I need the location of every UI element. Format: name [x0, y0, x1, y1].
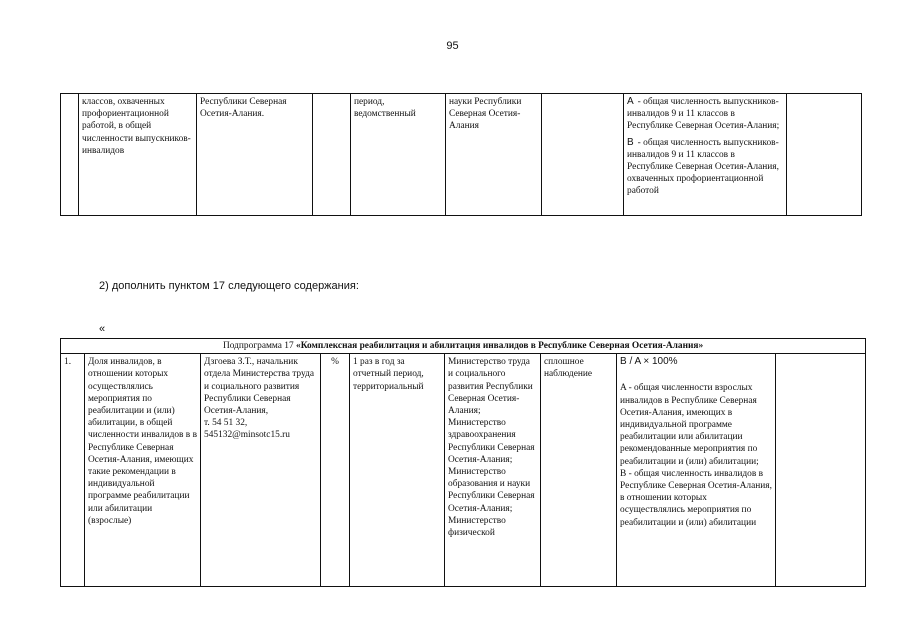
formula-b-letter: B — [627, 136, 634, 148]
table-cell-method — [542, 94, 624, 216]
formula-b-text: B - общая численность инвалидов в Республике Северная Осетия-Алания, в отношении которых осуществлялись мероприятия по реабилитации и (или) абилитации — [620, 468, 772, 528]
table-cell-formula — [617, 354, 776, 587]
subprogram-prefix: Подпрограмма 17 — [222, 341, 294, 351]
continued-indicator-table — [60, 93, 862, 216]
table-cell-source: Министерство труда и социального развития Республики Северная Осетия-Алания; Министерство здравоохранения Республики Северная Осетия-Алания; Министерство образования и науки Республики Северная Осетия-Алания; Министерство физической — [445, 354, 541, 587]
table-cell-formula — [624, 94, 787, 216]
formula-b-text: - общая численность выпускников-инвалидов 9 и 11 классов в Республике Северная Осетия-Алания, охваченных профориентационной работой — [627, 137, 779, 197]
page-number: 95 — [446, 40, 459, 52]
table-cell — [787, 94, 862, 216]
subprogram-header — [61, 339, 866, 354]
formula-b-line — [627, 137, 783, 198]
formula-a-line — [627, 96, 783, 133]
subprogram-title: «Комплексная реабилитация и абилитация инвалидов в Республике Северная Осетия-Алания» — [296, 341, 704, 351]
table-cell-periodicity: 1 раз в год за отчетный период, территориальный — [350, 354, 445, 587]
table-cell — [61, 94, 79, 216]
instruction-text: 2) дополнить пунктом 17 следующего содержания: — [99, 280, 359, 292]
table-cell-indicator: Доля инвалидов, в отношении которых осуществлялись мероприятия по реабилитации и (или) абилитации, в общей численности инвалидов в в Республике Северная Осетия-Алания, имеющих такие рекомендации в индивидуальной программе реабилитации или абилитации (взрослые) — [85, 354, 201, 587]
table-cell-responsible: Республики Северная Осетия-Алания. — [197, 94, 313, 216]
subprogram-17-table — [60, 338, 866, 587]
table-cell-indicator: классов, охваченных профориентационной работой, в общей численности выпускников-инвалидов — [79, 94, 197, 216]
formula-a-letter: A — [627, 96, 634, 107]
row-number: 1. — [61, 354, 85, 587]
formula-title: B / A × 100% — [620, 356, 678, 368]
table-cell-unit: % — [321, 354, 350, 587]
formula-a-text: - общая численность выпускников-инвалидов 9 и 11 классов в Республике Северная Осетия-Алания; — [627, 97, 780, 132]
opening-quote: « — [99, 323, 106, 335]
table-cell-method: сплошное наблюдение — [541, 354, 617, 587]
table-cell-periodicity: период, ведомственный — [351, 94, 446, 216]
table-cell-unit — [313, 94, 351, 216]
formula-a-text: A - общая численности взрослых инвалидов в Республике Северная Осетия-Алания, имеющих в индивидуальной программе реабилитации или абилитации рекомендованные мероприятия по реабилитации и (или) абилитации; — [620, 383, 759, 467]
table-cell — [776, 354, 866, 587]
table-cell-responsible: Дзгоева З.Т., начальник отдела Министерства труда и социального развития Республики Северная Осетия-Алания, т. 54 51 32, 545132@minsotc15.ru — [201, 354, 321, 587]
table-cell-source: науки Республики Северная Осетия-Алания — [446, 94, 542, 216]
